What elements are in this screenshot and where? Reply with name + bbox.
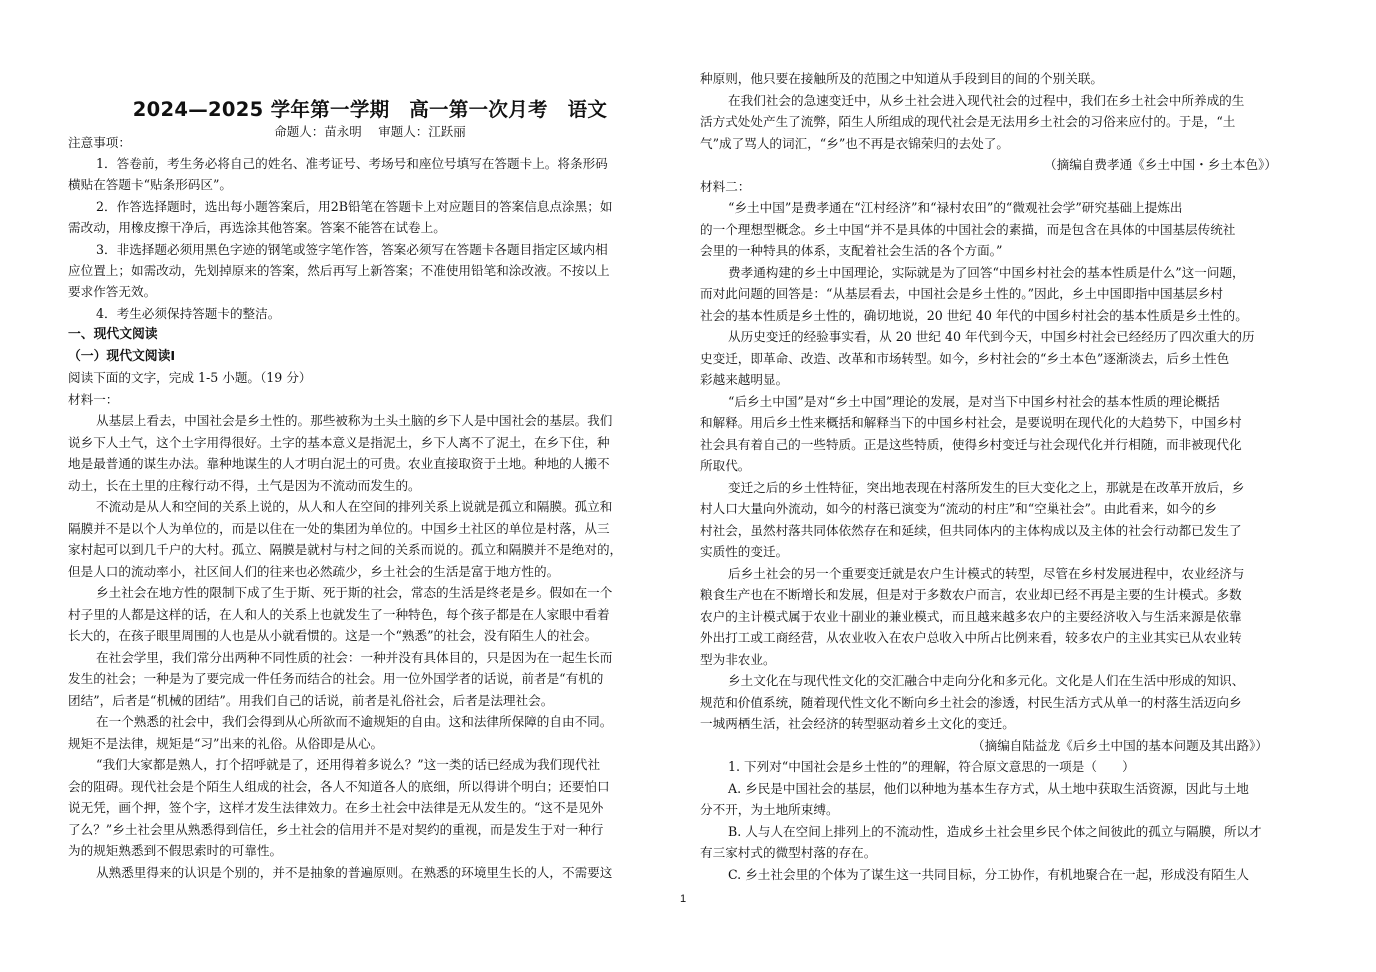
text-line: 规矩不是法律，规矩是“习”出来的礼俗。从俗即是从心。 <box>68 736 384 751</box>
text-line: 的一个理想型概念。乡土中国“并不是具体的中国社会的素描，而是包含在具体的中国基层传统社 <box>700 222 1236 237</box>
text-line: （摘编自费孝通《乡土中国・乡土本色》） <box>1044 157 1277 172</box>
text-line: 村人口大量向外流动，如今的村落已演变为“流动的村庄”和“空巢社会”。由此看来，如今的乡 <box>700 501 1217 516</box>
text-line: 粮食生产也在不断增长和发展，但是对于多数农户而言，农业却已经不再是主要的生计模式。多数 <box>700 587 1242 602</box>
text-line: 地是最普通的谋生办法。靠种地谋生的人才明白泥土的可贵。农业直接取资于土地。种地的人搬不 <box>68 456 610 471</box>
text-line: A. 乡民是中国社会的基层，他们以种地为基本生存方式，从土地中获取生活资源，因此与土地 <box>728 781 1249 796</box>
text-line: 活方式处处产生了流弊，陌生人所组成的现代社会是无法用乡土社会的习俗来应付的。于是，“土 <box>700 114 1236 129</box>
exam-title: 2024—2025 学年第一学期 高一第一次月考 语文 <box>132 98 608 121</box>
text-line: “我们大家都是熟人，打个招呼就是了，还用得着多说么？”这一类的话已经成为我们现代社 <box>96 757 601 772</box>
text-line: 了么？”乡土社会里从熟悉得到信任，乡土社会的信用并不是对契约的重视，而是发生于对一种行 <box>68 822 604 837</box>
text-line: 所取代。 <box>700 458 751 473</box>
text-line: 动土，长在土里的庄稼行动不得，土气是因为不流动而发生的。 <box>68 478 421 493</box>
text-line: 费孝通构建的乡土中国理论，实际就是为了回答“中国乡村社会的基本性质是什么”这一问题， <box>728 265 1245 280</box>
text-line: 村社会，虽然村落共同体依然存在和延续，但共同体内的主体构成以及主体的社会行动都已发生了 <box>700 523 1242 538</box>
text-line: 彩越来越明显。 <box>700 372 789 387</box>
text-line: 和解释。用后乡土性来概括和解释当下的中国乡村社会，是要说明在现代化的大趋势下，中国乡村 <box>700 415 1242 430</box>
text-line: 后乡土社会的另一个重要变迁就是农户生计模式的转型，尽管在乡村发展进程中，农业经济与 <box>728 566 1245 581</box>
text-line: 一、现代文阅读 <box>68 327 158 342</box>
text-line: “乡土中国”是费孝通在“江村经济”和“禄村农田”的“微观社会学”研究基础上提炼出 <box>728 200 1183 215</box>
text-line: 要求作答无效。 <box>68 284 157 299</box>
text-line: 家村起可以到几千户的大村。孤立、隔膜是就村与村之间的关系而说的。孤立和隔膜并不是绝对的， <box>68 542 623 557</box>
text-line: 应位置上；如需改动，先划掉原来的答案，然后再写上新答案；不准使用铅笔和涂改液。不按以上 <box>68 263 610 278</box>
text-line: 气”成了骂人的词汇，“乡”也不再是衣锦荣归的去处了。 <box>700 136 1009 151</box>
text-line: 种原则，他只要在接触所及的范围之中知道从手段到目的间的个别关联。 <box>700 71 1103 86</box>
text-line: 乡土社会在地方性的限制下成了生于斯、死于斯的社会，常态的生活是终老是乡。假如在一个 <box>96 585 613 600</box>
text-line: 4．考生必须保持答题卡的整洁。 <box>96 306 281 321</box>
text-line: 有三家村式的微型村落的存在。 <box>700 845 877 860</box>
text-line: 农户的主计模式属于农业十副业的兼业模式，而且越来越多农户的主要经济收入与生活来源是依靠 <box>700 609 1242 624</box>
text-line: 发生的社会；一种是为了要完成一件任务而结合的社会。用一位外国学者的话说，前者是“有机的 <box>68 671 604 686</box>
text-line: 材料二： <box>700 179 751 194</box>
text-line: 在我们社会的急速变迁中，从乡土社会进入现代社会的过程中，我们在乡土社会中所养成的生 <box>728 93 1245 108</box>
text-line: 乡土文化在与现代性文化的交汇融合中走向分化和多元化。文化是人们在生活中形成的知识、 <box>728 673 1245 688</box>
text-line: 阅读下面的文字，完成 1-5 小题。（19 分） <box>68 370 312 385</box>
text-line: 说无凭，画个押，签个字，这样才发生法律效力。在乡土社会中法律是无从发生的。“这不是见外 <box>68 800 604 815</box>
text-line: 从历史变迁的经验事实看，从 20 世纪 40 年代到今天，中国乡村社会已经经历了四次重大的历 <box>728 329 1255 344</box>
text-line: 变迁之后的乡土性特征，突出地表现在村落所发生的巨大变化之上，那就是在改革开放后，乡 <box>728 480 1245 495</box>
text-line: 需改动，用橡皮擦干净后，再选涂其他答案。答案不能答在试卷上。 <box>68 220 446 235</box>
text-line: （摘编自陆益龙《后乡土中国的基本问题及其出路》） <box>972 738 1268 753</box>
text-line: 型为非农业。 <box>700 652 776 667</box>
text-line: “后乡土中国”是对“乡土中国”理论的发展，是对当下中国乡村社会的基本性质的理论概括 <box>728 394 1220 409</box>
text-line: 而对此问题的回答是：“从基层看去，中国社会是乡土性的。”因此，乡土中国即指中国基层乡村 <box>700 286 1223 301</box>
page-number: 1 <box>680 893 687 905</box>
text-line: 社会具有着自己的一些特质。正是这些特质，使得乡村变迁与社会现代化并行相随，而非被现代化 <box>700 437 1242 452</box>
text-line: 从熟悉里得来的认识是个别的，并不是抽象的普遍原则。在熟悉的环境里生长的人，不需要这 <box>96 865 613 880</box>
text-line: 社会的基本性质是乡土性的，确切地说，20 世纪 40 年代的中国乡村社会的基本性质是乡土性的。 <box>700 308 1248 323</box>
authors-line: 命题人：苗永明 审题人：江跃丽 <box>274 124 466 139</box>
text-line: 一城两栖生活，社会经济的转型驱动着乡土文化的变迁。 <box>700 716 1015 731</box>
text-line: 为的规矩熟悉到不假思索时的可靠性。 <box>68 843 283 858</box>
text-line: 但是人口的流动率小，社区间人们的往来也必然疏少，乡土社会的生活是富于地方性的。 <box>68 564 560 579</box>
text-line: 团结”，后者是“机械的团结”。用我们自己的话说，前者是礼俗社会，后者是法理社会。 <box>68 693 554 708</box>
text-line: 1. 下列对“中国社会是乡土性的”的理解，符合原文意思的一项是（ ） <box>728 759 1135 774</box>
text-line: 不流动是从人和空间的关系上说的，从人和人在空间的排列关系上说就是孤立和隔膜。孤立和 <box>96 499 613 514</box>
text-line: 外出打工或工商经营，从农业收入在农户总收入中所占比例来看，较多农户的主业其实已从农业转 <box>700 630 1242 645</box>
text-line: 分不开，为土地所束缚。 <box>700 802 839 817</box>
text-line: 隔膜并不是以个人为单位的，而是以住在一处的集团为单位的。中国乡土社区的单位是村落，从三 <box>68 521 610 536</box>
text-line: 在社会学里，我们常分出两种不同性质的社会：一种并没有具体目的，只是因为在一起生长而 <box>96 650 613 665</box>
text-line: 会的阻碍。现代社会是个陌生人组成的社会，各人不知道各人的底细，所以得讲个明白；还要怕口 <box>68 779 610 794</box>
text-line: 注意事项： <box>68 135 131 150</box>
text-line: 实质性的变迁。 <box>700 544 789 559</box>
text-line: 长大的，在孩子眼里周围的人也是从小就看惯的。这是一个“熟悉”的社会，没有陌生人的社会。 <box>68 628 598 643</box>
text-line: 在一个熟悉的社会中，我们会得到从心所欲而不逾规矩的自由。这和法律所保障的自由不同。 <box>96 714 613 729</box>
text-line: 会里的一种特具的体系，支配着社会生活的各个方面。” <box>700 243 1003 258</box>
text-line: 史变迁，即革命、改造、改革和市场转型。如今，乡村社会的“乡土本色”逐渐淡去，后乡土性色 <box>700 351 1230 366</box>
text-line: （一）现代文阅读Ⅰ <box>68 349 176 364</box>
text-line: 2．作答选择题时，选出每小题答案后，用2B铅笔在答题卡上对应题目的答案信息点涂黑；如 <box>96 199 613 214</box>
text-line: 3．非选择题必须用黑色字迹的钢笔或签字笔作答，答案必须写在答题卡各题目指定区域内相 <box>96 242 608 257</box>
text-line: 材料一： <box>68 392 119 407</box>
text-line: 从基层上看去，中国社会是乡土性的。那些被称为土头土脑的乡下人是中国社会的基层。我们 <box>96 413 613 428</box>
text-line: 1．答卷前，考生务必将自己的姓名、准考证号、考场号和座位号填写在答题卡上。将条形码 <box>96 156 608 171</box>
text-line: B. 人与人在空间上排列上的不流动性，造成乡土社会里乡民个体之间彼此的孤立与隔膜，所以才 <box>728 824 1262 839</box>
text-line: 村子里的人都是这样的话，在人和人的关系上也就发生了一种特色，每个孩子都是在人家眼中看着 <box>68 607 610 622</box>
text-line: 说乡下人土气，这个土字用得很好。土字的基本意义是指泥土，乡下人离不了泥土，在乡下住，种 <box>68 435 610 450</box>
text-line: 规范和价值系统，随着现代性文化不断向乡土社会的渗透，村民生活方式从单一的村落生活迈向乡 <box>700 695 1242 710</box>
text-line: C. 乡土社会里的个体为了谋生这一共同目标，分工协作，有机地聚合在一起，形成没有陌生人 <box>728 867 1249 882</box>
text-line: 横贴在答题卡“贴条形码区”。 <box>68 177 233 192</box>
